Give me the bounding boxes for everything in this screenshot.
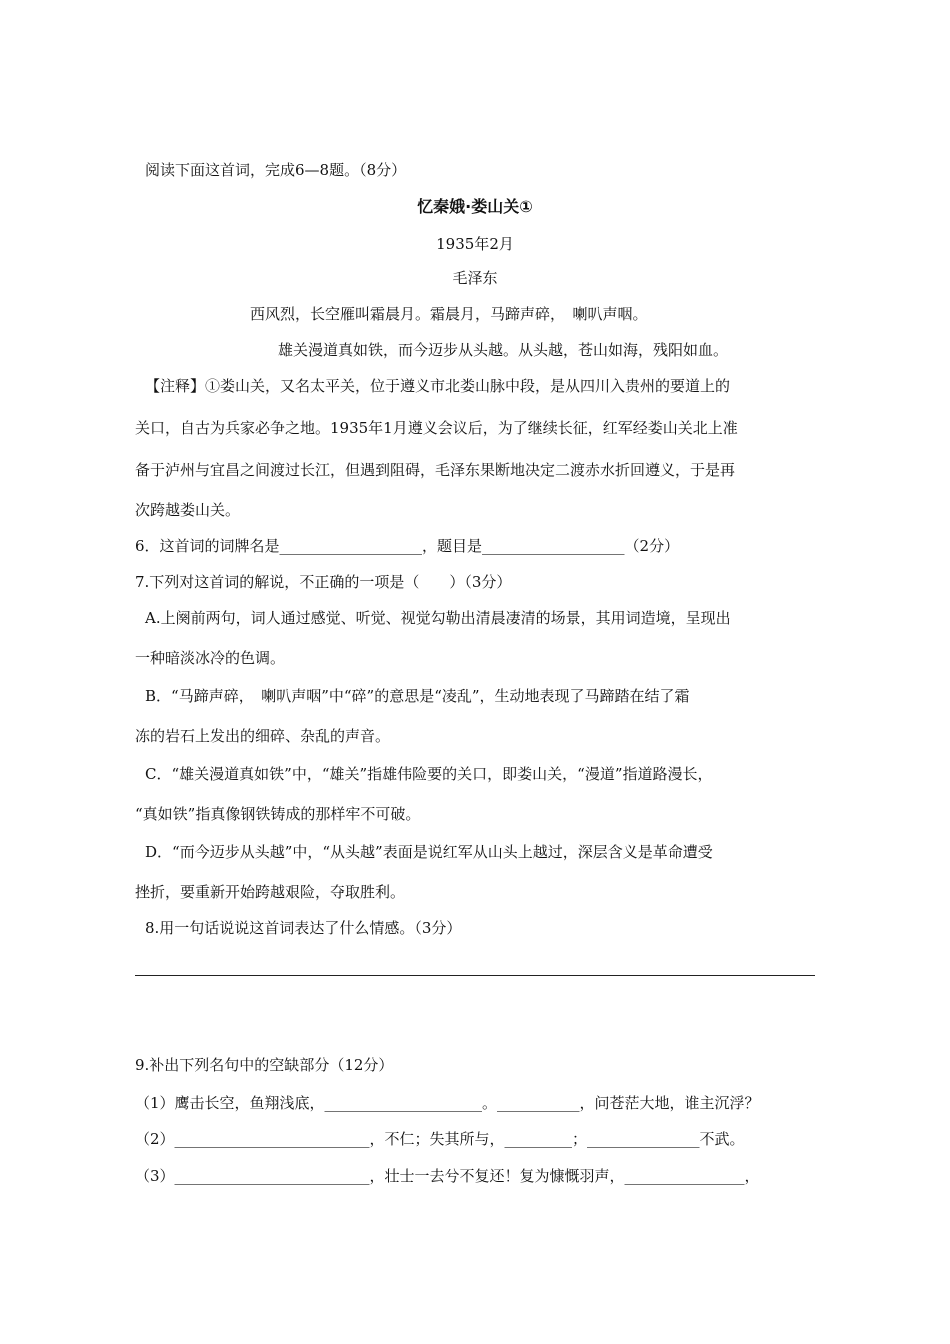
option-d-line-2: 挫折，要重新开始跨越艰险，夺取胜利。 (135, 883, 406, 901)
option-a-line-2: 一种暗淡冰冷的色调。 (135, 649, 286, 667)
question-9-item-3: （3）__________________________，壮士一去兮不复还！复为慷慨羽声，________________， (135, 1167, 760, 1185)
annotation-line-2: 关口，自古为兵家必争之地。1935年1月遵义会议后，为了继续长征，红军经娄山关北上准 (135, 419, 738, 437)
reading-instruction: 阅读下面这首词，完成6—8题。（8分） (145, 161, 407, 179)
poem-line-1: 西风烈，长空雁叫霜晨月。霜晨月，马蹄声碎， 喇叭声咽。 (250, 305, 648, 323)
option-a-line-1: A.上阕前两句，词人通过感觉、听觉、视觉勾勒出清晨凄清的场景，其用词造境，呈现出 (145, 609, 731, 627)
annotation-line-1: 【注释】①娄山关，又名太平关，位于遵义市北娄山脉中段，是从四川入贵州的要道上的 (145, 377, 731, 395)
poem-date: 1935年2月 (436, 235, 514, 253)
answer-line (135, 975, 815, 976)
question-8: 8.用一句话说说这首词表达了什么情感。（3分） (145, 919, 462, 937)
option-c-line-1: C．“雄关漫道真如铁”中，“雄关”指雄伟险要的关口，即娄山关，“漫道”指道路漫长， (145, 765, 713, 783)
poem-title: 忆秦娥·娄山关① (417, 197, 533, 216)
question-6: 6．这首词的词牌名是___________________，题目是___________________（2分） (135, 537, 680, 555)
question-9-item-2: （2）__________________________，不仁；失其所与，_________；_______________不武。 (135, 1130, 745, 1148)
option-c-line-2: “真如铁”指真像钢铁铸成的那样牢不可破。 (135, 805, 421, 823)
question-9-stem: 9.补出下列名句中的空缺部分（12分） (135, 1056, 394, 1074)
option-b-line-2: 冻的岩石上发出的细碎、杂乱的声音。 (135, 727, 391, 745)
option-b-line-1: B．“马蹄声碎， 喇叭声咽”中“碎”的意思是“凌乱”，生动地表现了马蹄踏在结了霜 (145, 687, 690, 705)
poem-line-2: 雄关漫道真如铁，而今迈步从头越。从头越，苍山如海，残阳如血。 (278, 341, 729, 359)
annotation-line-4: 次跨越娄山关。 (135, 501, 241, 519)
question-9-item-1: （1）鹰击长空，鱼翔浅底，_____________________。___________，问苍茫大地，谁主沉浮？ (135, 1094, 760, 1112)
poem-author: 毛泽东 (452, 269, 498, 287)
question-7-stem: 7.下列对这首词的解说，不正确的一项是（ ）（3分） (135, 573, 512, 591)
option-d-line-1: D．“而今迈步从头越”中，“从头越”表面是说红军从山头上越过，深层含义是革命遭受 (145, 843, 713, 861)
annotation-line-3: 备于泸州与宜昌之间渡过长江，但遇到阻碍，毛泽东果断地决定二渡赤水折回遵义，于是再 (135, 461, 736, 479)
